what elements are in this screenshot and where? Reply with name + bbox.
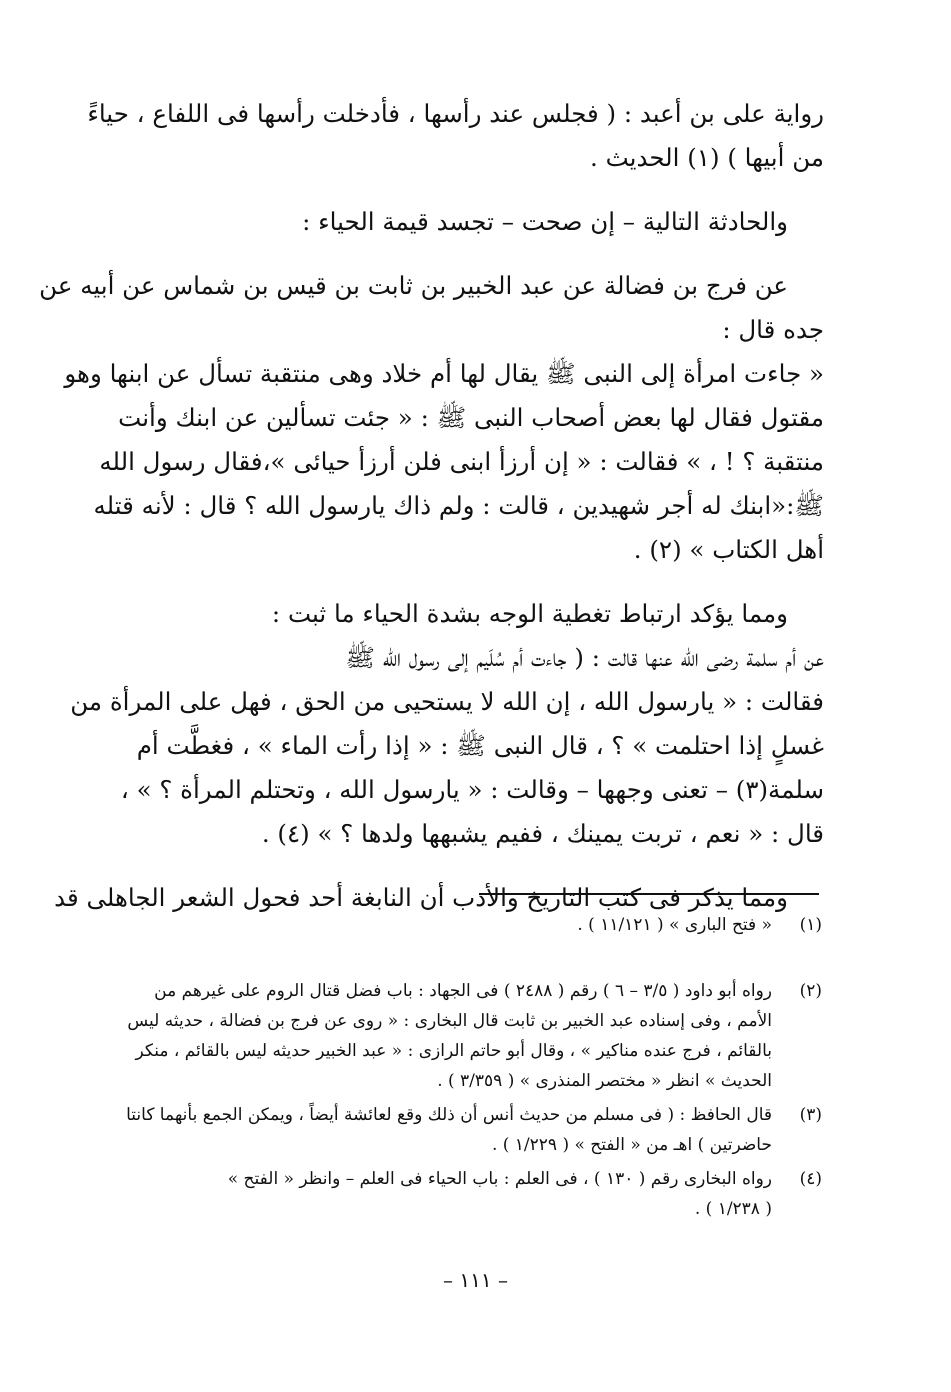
footnote-line: رواه أبو داود ( ٣/٥ – ٦ ) رقم ( ٢٤٨٨ ) فى الجهاد : باب فضل قتال الروم على غيرهم من bbox=[154, 981, 772, 1001]
text-line: غسلٍ إذا احتلمت » ؟ ، قال النبى ﷺ : « إذا رأت الماء » ، فغطَّت أم bbox=[136, 731, 824, 760]
footnote-line: الحديث » انظر « مختصر المنذرى » ( ٣/٣٥٩ ) . bbox=[437, 1071, 772, 1091]
text-line: عن أم سلمة رضى الله عنها قالت : ( جاءت أم سُلَيم إلى رسول الله ﷺ bbox=[345, 643, 824, 672]
text-line: سلمة(٣) – تعنى وجهها – وقالت : « يارسول الله ، وتحتلم المرأة ؟ » ، bbox=[120, 775, 824, 804]
text-line: ومما يؤكد ارتباط تغطية الوجه بشدة الحياء ما ثبت : bbox=[271, 599, 788, 628]
footnote-3 bbox=[126, 1100, 822, 1160]
text-line: أهل الكتاب » (٢) . bbox=[633, 535, 824, 564]
text-line: مقتول فقال لها بعض أصحاب النبى ﷺ : « جئت تسألين عن ابنك وأنت bbox=[118, 403, 824, 432]
footnote-line: الأمم ، وفى إسناده عبد الخبير بن ثابت قال البخارى : « روى عن فرج بن فضالة ، حديثه ليس bbox=[127, 1011, 772, 1031]
footnote-1 bbox=[138, 910, 822, 940]
text-line: والحادثة التالية – إن صحت – تجسد قيمة الحياء : bbox=[302, 207, 788, 236]
footnote-line: حاضرتين ) اهـ من « الفتح » ( ١/٢٢٩ ) . bbox=[491, 1135, 772, 1155]
footnote-number: (٣) bbox=[799, 1105, 822, 1125]
text-line: قال : « نعم ، تربت يمينك ، ففيم يشبهها ولدها ؟ » (٤) . bbox=[261, 819, 824, 848]
text-line: من أبيها ) (١) الحديث . bbox=[590, 143, 824, 172]
text-line: رواية على بن أعبد : ( فجلس عند رأسها ، فأدخلت رأسها فى اللفاع ، حياءً bbox=[87, 99, 824, 128]
footnote-line: قال الحافظ : ( فى مسلم من حديث أنس أن ذلك وقع لعائشة أيضاً ، ويمكن الجمع بأنهما كانتا bbox=[126, 1105, 772, 1125]
footnote-line: بالقائم ، فرج عنده مناكير » ، وقال أبو حاتم الرازى : « عبد الخبير حديثه ليس بالقائم ، منكر bbox=[135, 1041, 772, 1061]
footnote-number: (٤) bbox=[799, 1169, 822, 1189]
footnote-2 bbox=[127, 976, 822, 1096]
footnote-line: رواه البخارى رقم ( ١٣٠ ) ، فى العلم : باب الحياء فى العلم – وانظر « الفتح » bbox=[227, 1169, 772, 1189]
page-number: – ١١١ – bbox=[443, 1268, 508, 1292]
footnote-line: ( ١/٢٣٨ ) . bbox=[694, 1199, 772, 1219]
text-line: جده قال : bbox=[722, 315, 824, 344]
footnote-line: « فتح البارى » ( ١١/١٢١ ) . bbox=[577, 915, 772, 935]
footnotes bbox=[126, 910, 822, 1228]
footnote-4 bbox=[138, 1164, 822, 1224]
text-line: ﷺ:«ابنك له أجر شهيدين ، قالت : ولم ذاك يارسول الله ؟ قال : لأنه قتله bbox=[93, 491, 824, 520]
text-line: فقالت : « يارسول الله ، إن الله لا يستحيى من الحق ، فهل على المرأة من bbox=[70, 687, 824, 716]
text-line: عن فرج بن فضالة عن عبد الخبير بن ثابت بن قيس بن شماس عن أبيه عن bbox=[39, 271, 788, 300]
footnote-number: (٢) bbox=[799, 981, 822, 1001]
main-text bbox=[39, 92, 824, 920]
footnote-separator bbox=[479, 893, 819, 895]
text-line: « جاءت امرأة إلى النبى ﷺ يقال لها أم خلاد وهى منتقبة تسأل عن ابنها وهو bbox=[64, 359, 824, 388]
footnote-number: (١) bbox=[799, 915, 822, 935]
text-line: منتقبة ؟ ! ، » فقالت : « إن أرزأ ابنى فلن أرزأ حيائى »،فقال رسول الله bbox=[99, 447, 824, 476]
text-line: ومما يذكر فى كتب التاريخ والأدب أن النابغة أحد فحول الشعر الجاهلى قد bbox=[54, 883, 788, 912]
